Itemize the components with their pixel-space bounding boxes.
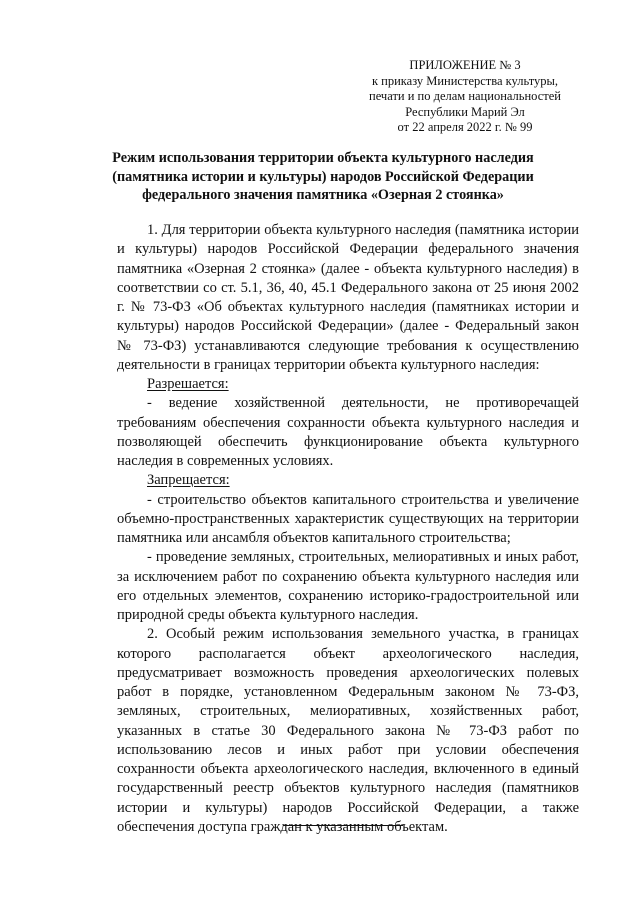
appendix-header bbox=[340, 58, 590, 136]
document-title bbox=[92, 149, 554, 205]
title-line-2: (памятника истории и культуры) народов Российской Федерации bbox=[112, 168, 534, 185]
appendix-order-line-2: печати и по делам национальностей bbox=[369, 89, 561, 104]
paragraph-1: 1. Для территории объекта культурного наследия (памятника истории и культуры) народов Российской Федерации федерального значения памятника «Озерная 2 стоянка» (далее - объекта культурного наследия) в соответствии со ст. 5.1, 36, 40, 45.1 Федерального закона от 25 июня 2002 г. № 73-ФЗ «Об объектах культурного наследия (памятниках истории и культуры) народов Российской Федерации» (далее - Федеральный закон № 73-ФЗ) устанавливаются следующие требования к осуществлению деятельности в границах территории объекта культурного наследия: bbox=[117, 222, 579, 373]
forbidden-heading bbox=[117, 471, 579, 490]
allowed-label: Разрешается: bbox=[147, 376, 229, 392]
allowed-item: - ведение хозяйственной деятельности, не противоречащей требованиям обеспечения сохранности объекта культурного наследия и позволяющей обеспечить функционирование объекта культурного наследия в современных условиях. bbox=[117, 395, 579, 469]
appendix-order-line-3: Республики Марий Эл bbox=[405, 104, 525, 119]
allowed-heading bbox=[117, 375, 579, 394]
appendix-order-date: от 22 апреля 2022 г. № 99 bbox=[397, 120, 533, 135]
appendix-order-line-1: к приказу Министерства культуры, bbox=[371, 73, 559, 88]
forbidden-item-1: - строительство объектов капитального строительства и увеличение объемно-пространственных характеристик существующих на территории памятника или ансамбля объектов капитального строительства; bbox=[117, 491, 579, 546]
appendix-number: ПРИЛОЖЕНИЕ № 3 bbox=[409, 58, 521, 72]
title-line-1: Режим использования территории объекта культурного наследия bbox=[112, 150, 534, 166]
forbidden-label: Запрещается: bbox=[147, 472, 230, 489]
end-rule bbox=[283, 825, 403, 826]
forbidden-item-2: - проведение земляных, строительных, мелиоративных и иных работ, за исключением работ по сохранению объекта культурного наследия или его отдельных элементов, сохранению историко-градостроительной или природной среды объекта культурного наследия. bbox=[117, 549, 579, 623]
document-body bbox=[117, 221, 579, 837]
paragraph-2: 2. Особый режим использования земельного участка, в границах которого располагается объект археологического наследия, предусматривает возможность проведения археологических полевых работ в порядке, установленном Федеральным законом № 73-ФЗ, земляных, строительных, мелиоративных, хозяйственных работ, указанных в статье 30 Федерального закона № 73-ФЗ работ по использованию лесов и иных работ при условии обеспечения сохранности объекта археологического наследия, включенного в единый государственный реестр объектов культурного наследия (памятников истории и культуры) народов Российской Федерации, а также обеспечения доступа граждан к указанным объектам. bbox=[117, 626, 579, 835]
title-line-3: федерального значения памятника «Озерная 2 стоянка» bbox=[142, 187, 504, 203]
